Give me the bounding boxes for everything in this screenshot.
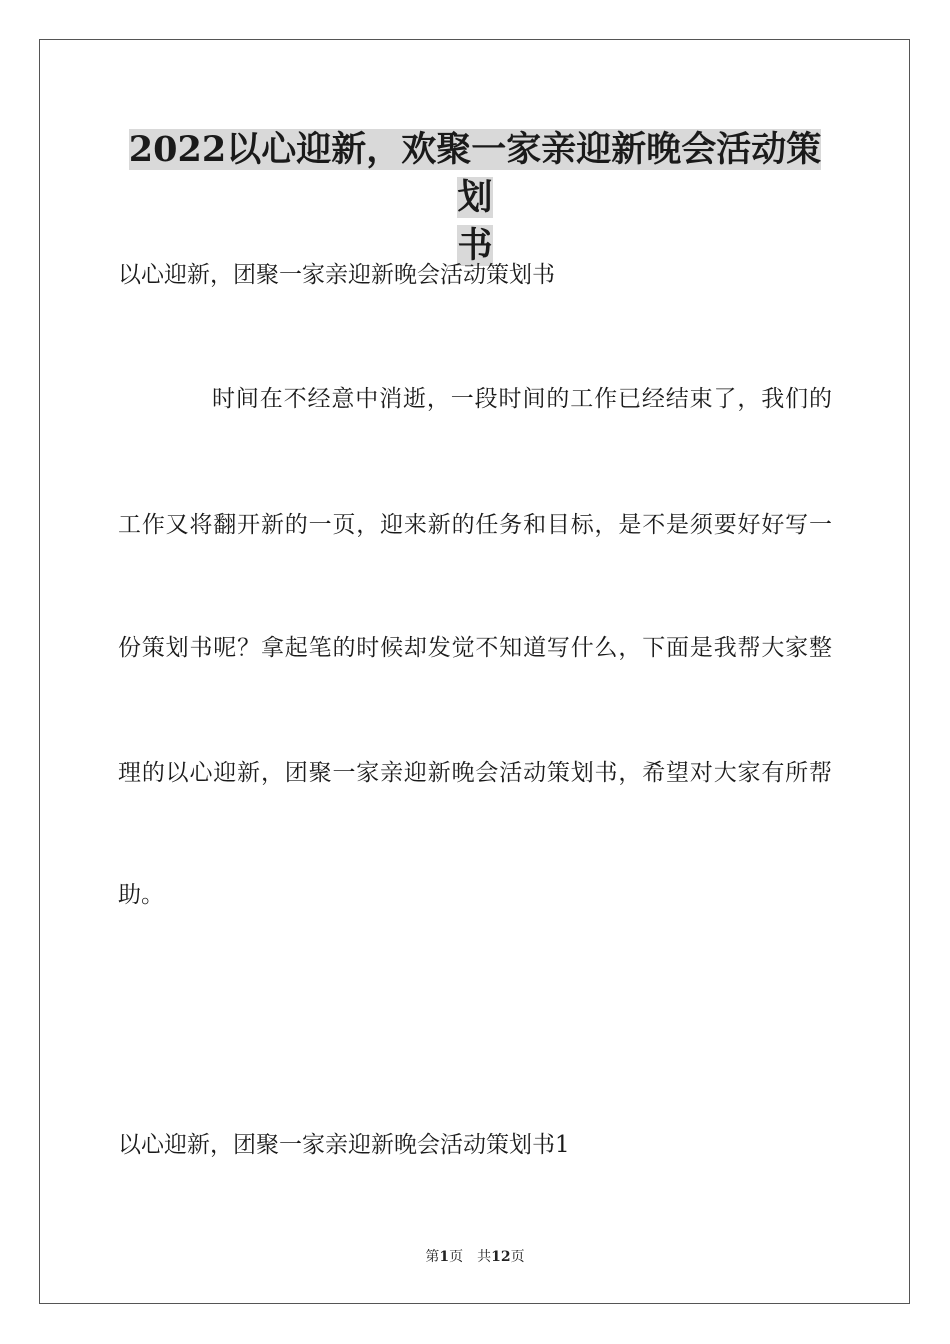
paragraph-line: 助。 — [118, 882, 164, 908]
footer-suffix: 页 — [510, 1249, 525, 1265]
document-subtitle: 以心迎新，团聚一家亲迎新晚会活动策划书 — [118, 262, 555, 288]
title-line-2: 书 — [457, 225, 493, 266]
current-page-number: 1 — [439, 1249, 450, 1265]
total-pages-number: 12 — [491, 1249, 511, 1265]
footer-middle: 页 共 — [449, 1249, 492, 1265]
document-title — [118, 126, 832, 270]
title-line-1: 2022以心迎新，欢聚一家亲迎新晚会活动策划 — [128, 129, 822, 218]
paragraph-line: 工作又将翻开新的一页，迎来新的任务和目标，是不是须要好好写一 — [118, 512, 832, 538]
paragraph-line: 理的以心迎新，团聚一家亲迎新晚会活动策划书，希望对大家有所帮 — [118, 760, 832, 786]
paragraph-line: 时间在不经意中消逝，一段时间的工作已经结束了，我们的 — [212, 386, 832, 412]
paragraph-line: 份策划书呢？拿起笔的时候却发觉不知道写什么，下面是我帮大家整 — [118, 635, 832, 661]
footer-prefix: 第 — [425, 1249, 440, 1265]
page-footer — [0, 1248, 950, 1266]
section-heading: 以心迎新，团聚一家亲迎新晚会活动策划书1 — [118, 1132, 570, 1158]
